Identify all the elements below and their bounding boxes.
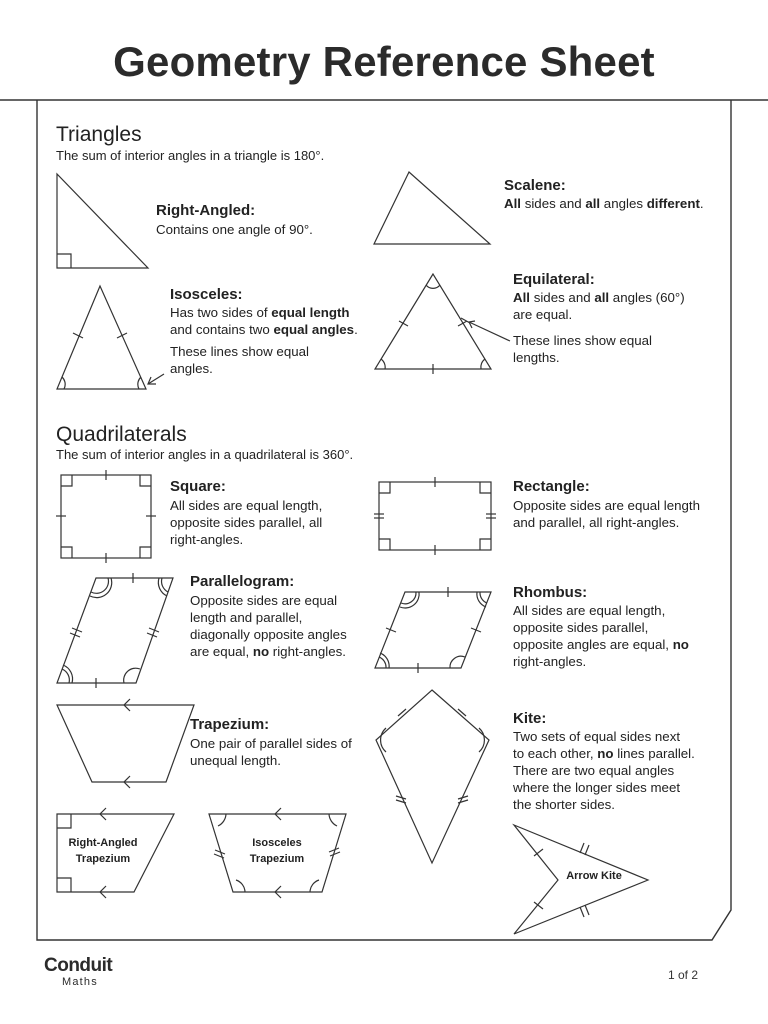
parallelogram-heading: Parallelogram: [190,573,295,590]
logo-maths: Maths [62,976,98,988]
right-angled-desc: Contains one angle of 90°. [156,222,313,237]
rectangle-figure [374,477,496,555]
rhombus-heading: Rhombus: [513,584,588,601]
isosceles-trapezium-label: Isosceles Trapezium [249,837,305,865]
kite-heading: Kite: [513,710,547,727]
right-angled-triangle-figure [57,174,148,268]
isosceles-triangle-figure [57,286,164,389]
trapezium-heading: Trapezium: [190,716,270,733]
kite-figure [376,690,489,863]
right-angled-heading: Right-Angled: [156,202,256,219]
trapezium-figure [57,699,194,788]
parallelogram-desc: Opposite sides are equal length and parallel, diagonally opposite angles are equal, no right-angles. [190,593,347,659]
equilateral-heading: Equilateral: [513,271,595,288]
kite-desc: Two sets of equal sides next to each other, no lines parallel. There are two equal angles where the longer sides meet the shorter sides. [513,729,695,812]
trapezium-desc: One pair of parallel sides of unequal length. [190,736,352,768]
rhombus-figure [375,587,491,673]
square-heading: Square: [170,478,226,495]
square-figure [56,470,156,563]
arrow-kite-label: Arrow Kite [566,870,622,882]
right-angled-trapezium-label: Right-Angled Trapezium [68,837,138,865]
triangles-heading: Triangles [56,123,142,146]
quadrilaterals-subtitle: The sum of interior angles in a quadrilateral is 360°. [56,447,354,462]
square-desc: All sides are equal length, opposite sides parallel, all right-angles. [170,498,323,547]
rectangle-heading: Rectangle: [513,478,590,495]
equilateral-note: These lines show equal lengths. [513,333,652,365]
logo-conduit: Conduit [44,955,113,976]
rectangle-desc: Opposite sides are equal length and parallel, all right-angles. [513,498,701,530]
page-number: 1 of 2 [668,968,699,982]
isosceles-desc: Has two sides of equal length and contains two equal angles. [170,305,358,337]
equilateral-triangle-figure [375,274,510,374]
triangles-subtitle: The sum of interior angles in a triangle is 180°. [56,148,325,163]
isosceles-heading: Isosceles: [170,286,243,303]
parallelogram-figure [57,573,173,688]
scalene-heading: Scalene: [504,177,566,194]
quadrilaterals-heading: Quadrilaterals [56,423,187,446]
equilateral-desc: All sides and all angles (60°) are equal. [513,290,685,322]
isosceles-note: These lines show equal angles. [170,344,309,376]
scalene-triangle-figure [374,172,490,244]
rhombus-desc: All sides are equal length, opposite sides parallel, opposite angles are equal, no right-angles. [513,603,689,669]
page-title: Geometry Reference Sheet [113,38,655,85]
scalene-desc: All sides and all angles different. [504,196,704,211]
